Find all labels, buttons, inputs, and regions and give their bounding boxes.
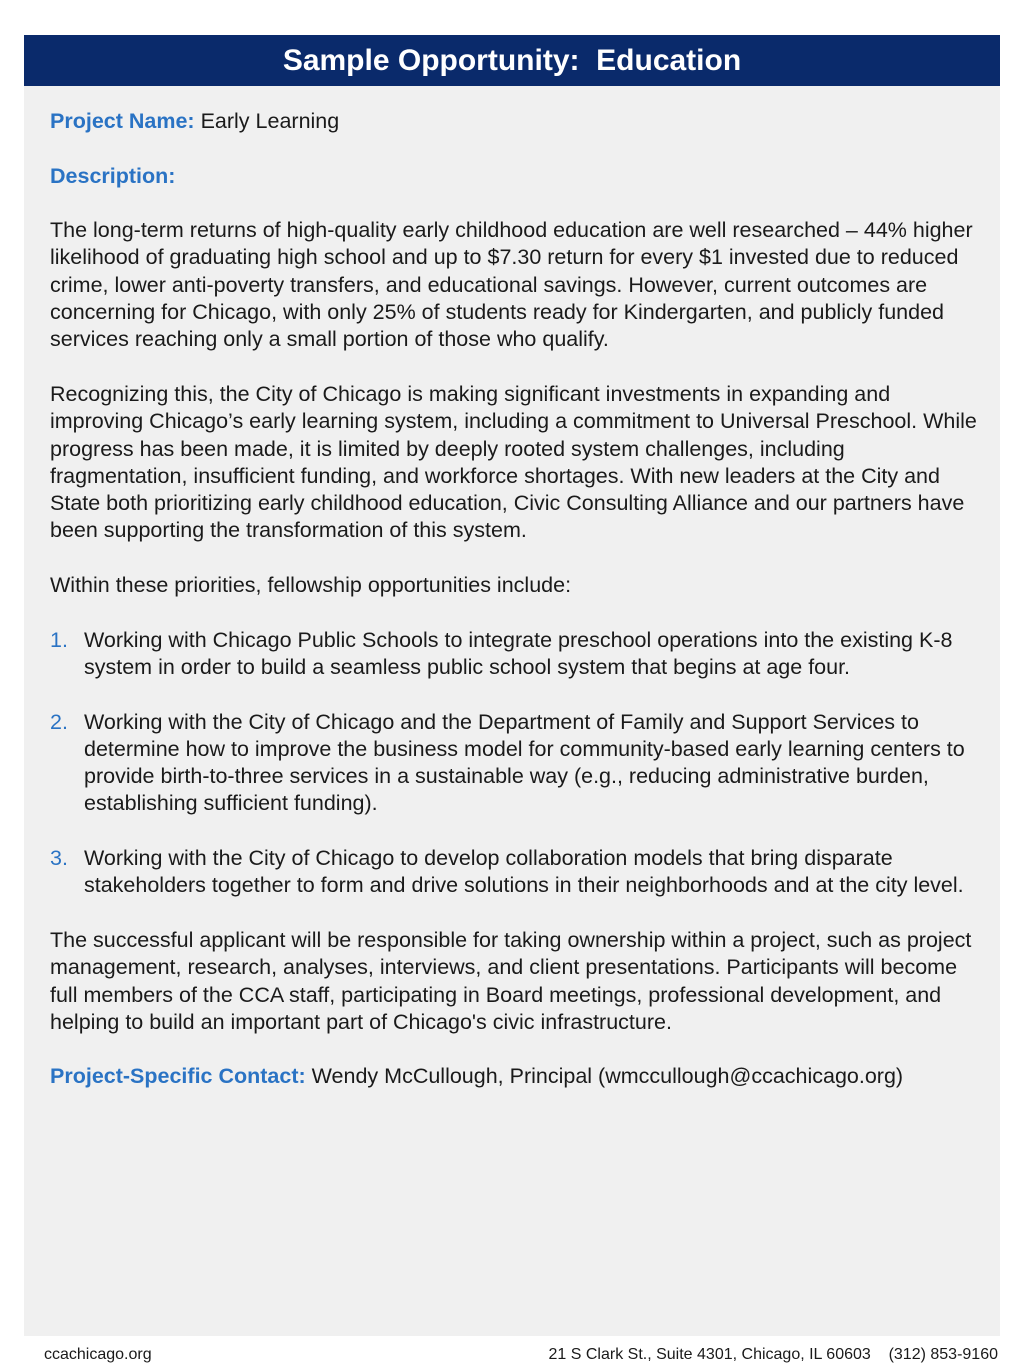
footer-website: ccachicago.org [44, 1346, 152, 1363]
list-item-text: Working with Chicago Public Schools to integrate preschool operations into the existing K-8 system in order to build a seamless public school system that begins at age four. [84, 627, 953, 679]
list-number: 3. [50, 846, 68, 871]
project-name-label: Project Name: [50, 109, 195, 133]
page-title: Sample Opportunity: Education [282, 43, 742, 77]
project-name-line [50, 108, 980, 135]
contact-value: Wendy McCullough, Principal (wmccullough@ccachicago.org) [311, 1064, 904, 1089]
footer-address: 21 S Clark St., Suite 4301, Chicago, IL 60603 [548, 1346, 871, 1363]
document-body [50, 108, 980, 1118]
paragraph-responsibilities: The successful applicant will be responsible for taking ownership within a project, such as project management, research, analyses, interviews, and client presentations. Participants will become full members of the CCA staff, participating in Board meetings, professional development, and helping to build an important part of Chicago's civic infrastructure. [50, 927, 972, 1034]
list-item [50, 845, 980, 900]
contact-line [50, 1063, 980, 1090]
list-item [50, 709, 980, 818]
paragraph-investments: Recognizing this, the City of Chicago is making significant investments in expanding and improving Chicago’s early learning system, including a commitment to Universal Preschool. While progress has been made, it is limited by deeply rooted system challenges, including fragmentation, insufficient funding, and workforce shortages. With new leaders at the City and State both prioritizing early childhood education, Civic Consulting Alliance and our partners have been supporting the transformation of this system. [50, 381, 977, 543]
project-name-value: Early Learning [200, 109, 340, 133]
description-label: Description: [50, 163, 176, 188]
list-item-text: Working with the City of Chicago and the Department of Family and Support Services to determine how to improve the business model for community-based early learning centers to provide birth-to-three services in a sustainable way (e.g., reducing administrative burden, establishing sufficient funding). [84, 709, 965, 816]
list-item [50, 627, 980, 682]
footer-phone: (312) 853-9160 [888, 1346, 998, 1363]
list-item-text: Working with the City of Chicago to develop collaboration models that bring disparate stakeholders together to form and drive solutions in their neighborhoods and at the city level. [84, 846, 964, 898]
opportunities-intro: Within these priorities, fellowship opportunities include: [50, 573, 572, 598]
footer-address-phone [549, 1346, 998, 1364]
contact-label: Project-Specific Contact: [50, 1064, 306, 1089]
list-number: 1. [50, 627, 68, 652]
paragraph-returns: The long-term returns of high-quality early childhood education are well researched – 44% higher likelihood of graduating high school and up to $7.30 return for every $1 invested due to reduced crime, lower anti-poverty transfers, and educational savings. However, current outcomes are concerning for Chicago, with only 25% of students ready for Kindergarten, and publicly funded services reaching only a small portion of those who qualify. [50, 218, 973, 352]
header-bar [24, 35, 1000, 86]
list-number: 2. [50, 709, 68, 734]
